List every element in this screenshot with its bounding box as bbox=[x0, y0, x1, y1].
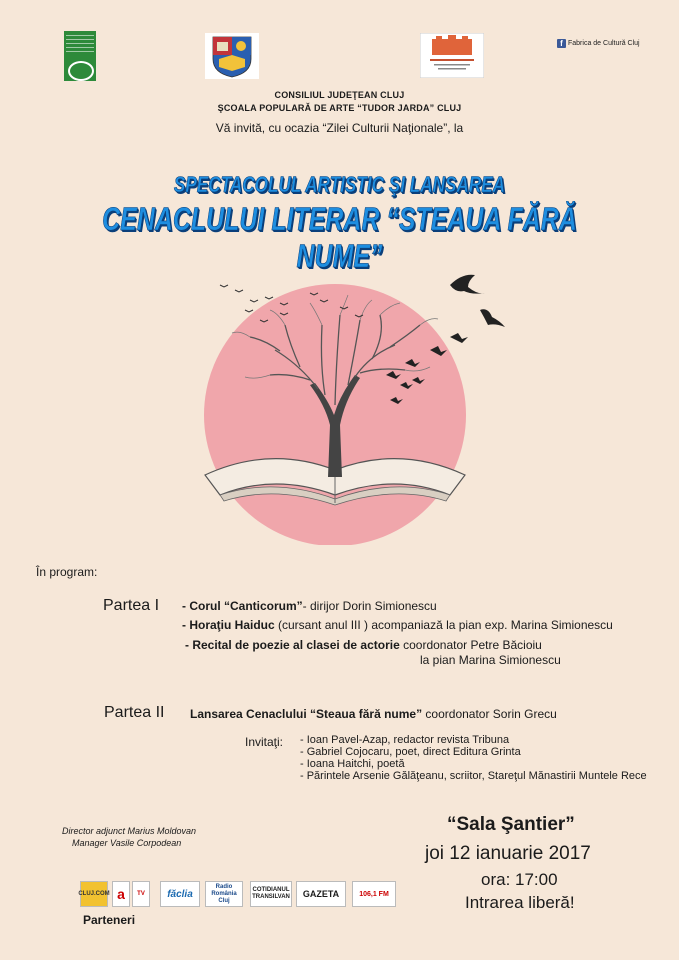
scoala-populara-logo bbox=[420, 33, 484, 78]
event-title-line2: CENACLULUI LITERAR “STEAUA FĂRĂ NUME” bbox=[102, 201, 577, 274]
partner-logo: GAZETA bbox=[296, 881, 346, 907]
part1-item-title: - Recital de poezie al clasei de actorie bbox=[185, 638, 400, 652]
partner-logo: COTIDIANUL TRANSILVAN bbox=[250, 881, 292, 907]
event-time: ora: 17:00 bbox=[481, 870, 558, 889]
credits-director: Director adjunct Marius Moldovan bbox=[62, 826, 197, 836]
part2-item bbox=[190, 707, 557, 721]
program-label: În program: bbox=[36, 565, 98, 579]
part1-item-detail: - dirijor Dorin Simionescu bbox=[302, 599, 437, 613]
guest-item: - Părintele Arsenie Gălăţeanu, scriitor, Stareţul Mănastirii Muntele Rece bbox=[300, 770, 647, 782]
bird-icon bbox=[450, 333, 468, 343]
bird-icon bbox=[450, 275, 485, 294]
tree-book-birds-illustration bbox=[150, 255, 520, 545]
entry-info: Intrarea liberă! bbox=[465, 893, 575, 912]
venue: “Sala Şantier” bbox=[447, 814, 575, 835]
guest-item: - Ioan Pavel-Azap, redactor revista Tribuna bbox=[300, 734, 510, 746]
partner-logo: TV bbox=[132, 881, 150, 907]
part1-item-detail: coordonator Petre Băcioiu bbox=[399, 638, 542, 652]
partner-logo: a bbox=[112, 881, 130, 907]
event-title-line1: SPECTACOLUL ARTISTIC ŞI LANSAREA bbox=[173, 172, 506, 197]
part1-item-title: - Corul “Canticorum” bbox=[182, 599, 303, 613]
part2-item-title: Lansarea Cenaclului “Steaua fără nume” bbox=[190, 707, 423, 721]
part1-item bbox=[182, 599, 437, 613]
guest-item: - Gabriel Cojocaru, poet, direct Editura Grinta bbox=[300, 746, 521, 758]
facebook-link[interactable] bbox=[557, 39, 640, 48]
partner-logo: Radio România Cluj bbox=[205, 881, 243, 907]
partner-logo: CLUJ.COM bbox=[80, 881, 108, 907]
cluj-county-coat-of-arms bbox=[205, 33, 259, 79]
guest-item: - Ioana Haitchi, poetă bbox=[300, 758, 405, 770]
partner-logo: 106,1 FM bbox=[352, 881, 396, 907]
credits-manager: Manager Vasile Corpodean bbox=[72, 838, 182, 848]
event-date: joi 12 ianuarie 2017 bbox=[425, 843, 591, 864]
part1-item3-accompaniment: la pian Marina Simionescu bbox=[420, 653, 561, 667]
part1-item bbox=[182, 618, 613, 632]
partner-logo: făclia bbox=[160, 881, 200, 907]
facebook-page-name: Fabrica de Cultură Cluj bbox=[568, 40, 640, 47]
part2-label: Partea II bbox=[104, 704, 165, 721]
organizer-line1: CONSILIUL JUDEŢEAN CLUJ bbox=[274, 90, 405, 100]
part2-item-detail: coordonator Sorin Grecu bbox=[422, 707, 557, 721]
part1-item-title: - Horaţiu Haiduc bbox=[182, 618, 275, 632]
dekra-logo bbox=[64, 31, 96, 81]
organizer-line2: ŞCOALA POPULARĂ DE ARTE “TUDOR JARDA” CLUJ bbox=[217, 103, 462, 113]
part1-label: Partea I bbox=[103, 597, 160, 614]
bird-icon bbox=[480, 309, 505, 327]
part1-item-detail: (cursant anul III ) acompaniază la pian exp. Marina Simionescu bbox=[274, 618, 613, 632]
guests-label: Invitaţi: bbox=[245, 735, 284, 749]
invitation-text: Vă invită, cu ocazia “Zilei Culturii Naţionale”, la bbox=[215, 121, 464, 135]
part1-item bbox=[185, 638, 542, 652]
partners-label: Parteneri bbox=[83, 913, 136, 927]
facebook-icon: f bbox=[557, 39, 566, 48]
